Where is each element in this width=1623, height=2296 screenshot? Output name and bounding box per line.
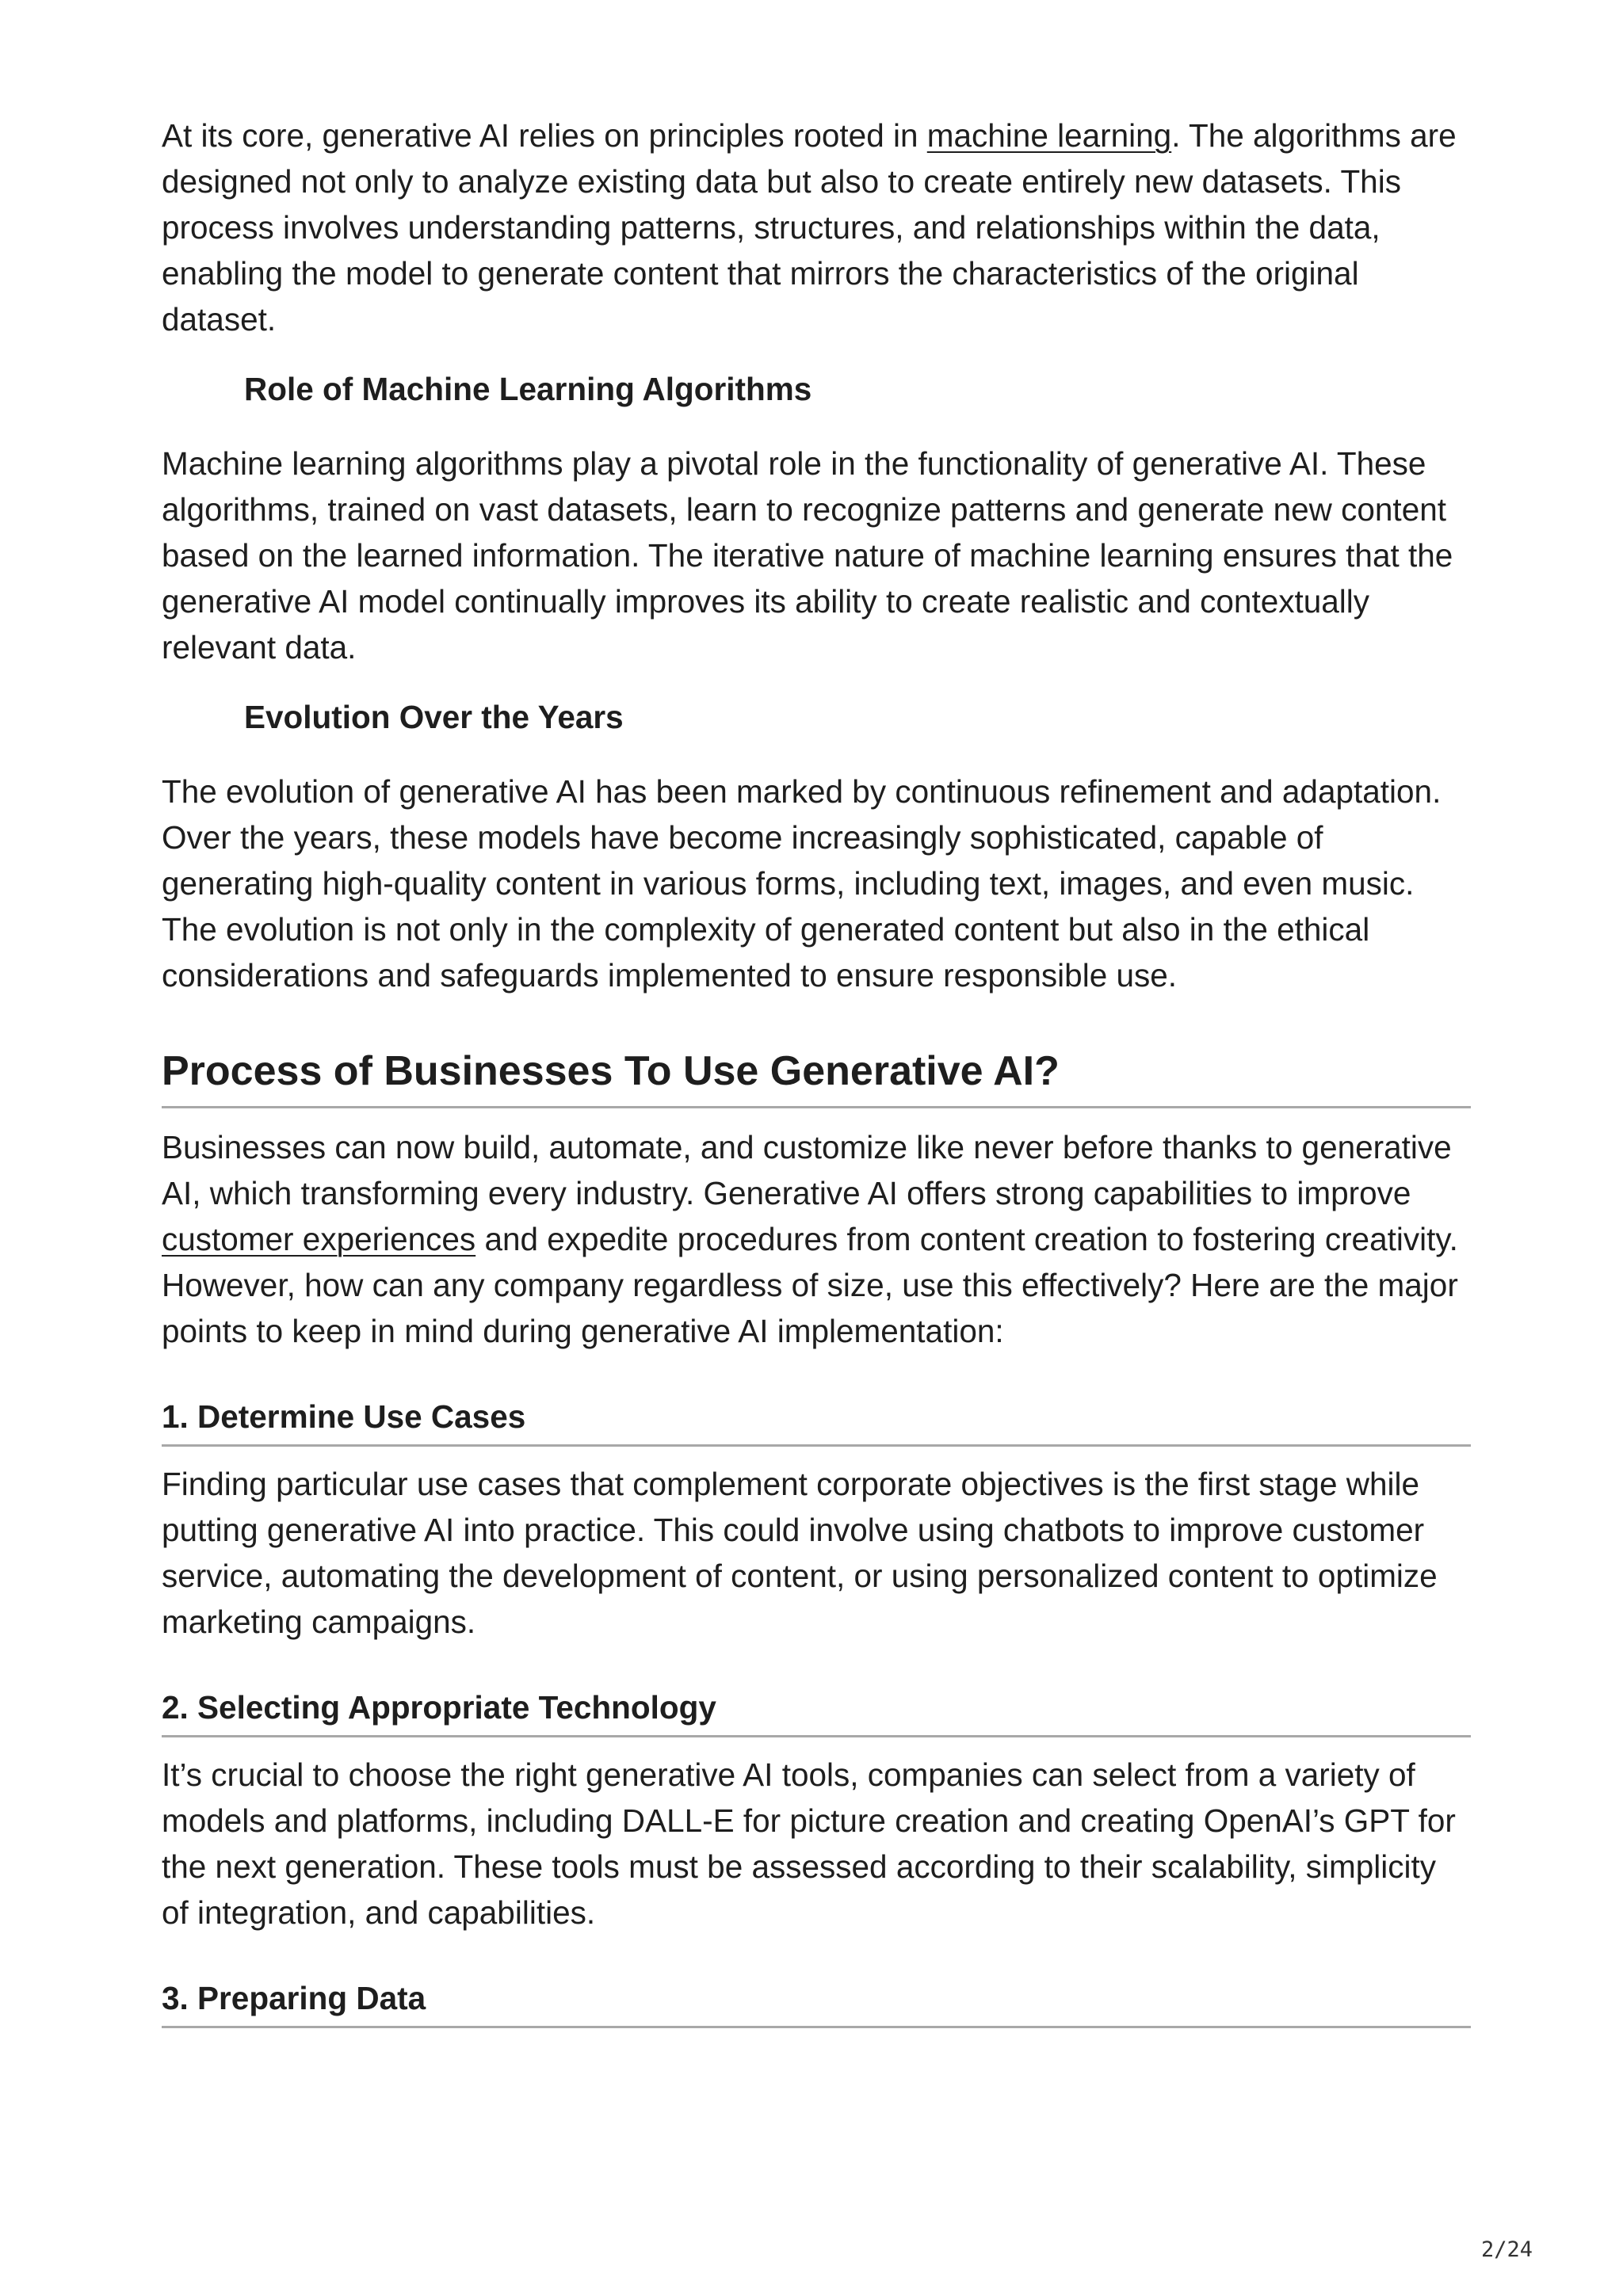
machine-learning-link[interactable]: machine learning	[926, 117, 1172, 154]
evolution-paragraph: The evolution of generative AI has been marked by continuous refinement and adaptation. Over the years, these models have become increasingly sophisticated, capable of generating high-quality content in various forms, including text, images, and even music. The evolution is not only in the complexity of generated content but also in the ethical considerations and safeguards implemented to ensure responsible use.	[162, 773, 1442, 994]
process-text-before: Businesses can now build, automate, and customize like never before thanks to generative AI, which transforming every industry. Generative AI offers strong capabilities to improve	[162, 1129, 1452, 1211]
process-section-heading: Process of Businesses To Use Generative AI?	[162, 1046, 1471, 1108]
intro-text-before: At its core, generative AI relies on principles rooted in	[162, 117, 927, 154]
intro-paragraph	[162, 113, 1471, 342]
customer-experiences-link[interactable]: customer experiences	[162, 1221, 476, 1257]
intro-text-after: . The algorithms are designed not only to analyze existing data but also to create entirely new datasets. This process involves understanding patterns, structures, and relationships within the data, enabling the model to generate content that mirrors the characteristics of the original dataset.	[162, 117, 1457, 338]
evolution-heading: Evolution Over the Years	[244, 699, 624, 735]
step-2-heading: 2. Selecting Appropriate Technology	[162, 1684, 1471, 1737]
article-content	[162, 113, 1471, 2028]
step-3-heading: 3. Preparing Data	[162, 1975, 1471, 2028]
step-2-paragraph: It’s crucial to choose the right generative AI tools, companies can select from a variety of models and platforms, including DALL-E for picture creation and creating OpenAI’s GPT for the next generation. These tools must be assessed according to their scalability, simplicity of integration, and capabilities.	[162, 1756, 1456, 1931]
process-paragraph	[162, 1124, 1471, 1354]
ml-role-heading: Role of Machine Learning Algorithms	[244, 371, 812, 407]
process-text-after: and expedite procedures from content creation to fostering creativity. However, how can any company regardless of size, use this effectively? Here are the major points to keep in mind during generative AI implementation:	[162, 1221, 1458, 1349]
ml-role-paragraph: Machine learning algorithms play a pivotal role in the functionality of generative AI. These algorithms, trained on vast datasets, learn to recognize patterns and generate new content based on the learned information. The iterative nature of machine learning ensures that the generative AI model continually improves its ability to create realistic and contextually relevant data.	[162, 445, 1453, 666]
step-1-paragraph: Finding particular use cases that complement corporate objectives is the first stage while putting generative AI into practice. This could involve using chatbots to improve customer service, automating the development of content, or using personalized content to optimize marketing campaigns.	[162, 1466, 1438, 1640]
step-1-heading: 1. Determine Use Cases	[162, 1394, 1471, 1447]
page-number: 2/24	[1480, 2237, 1533, 2262]
